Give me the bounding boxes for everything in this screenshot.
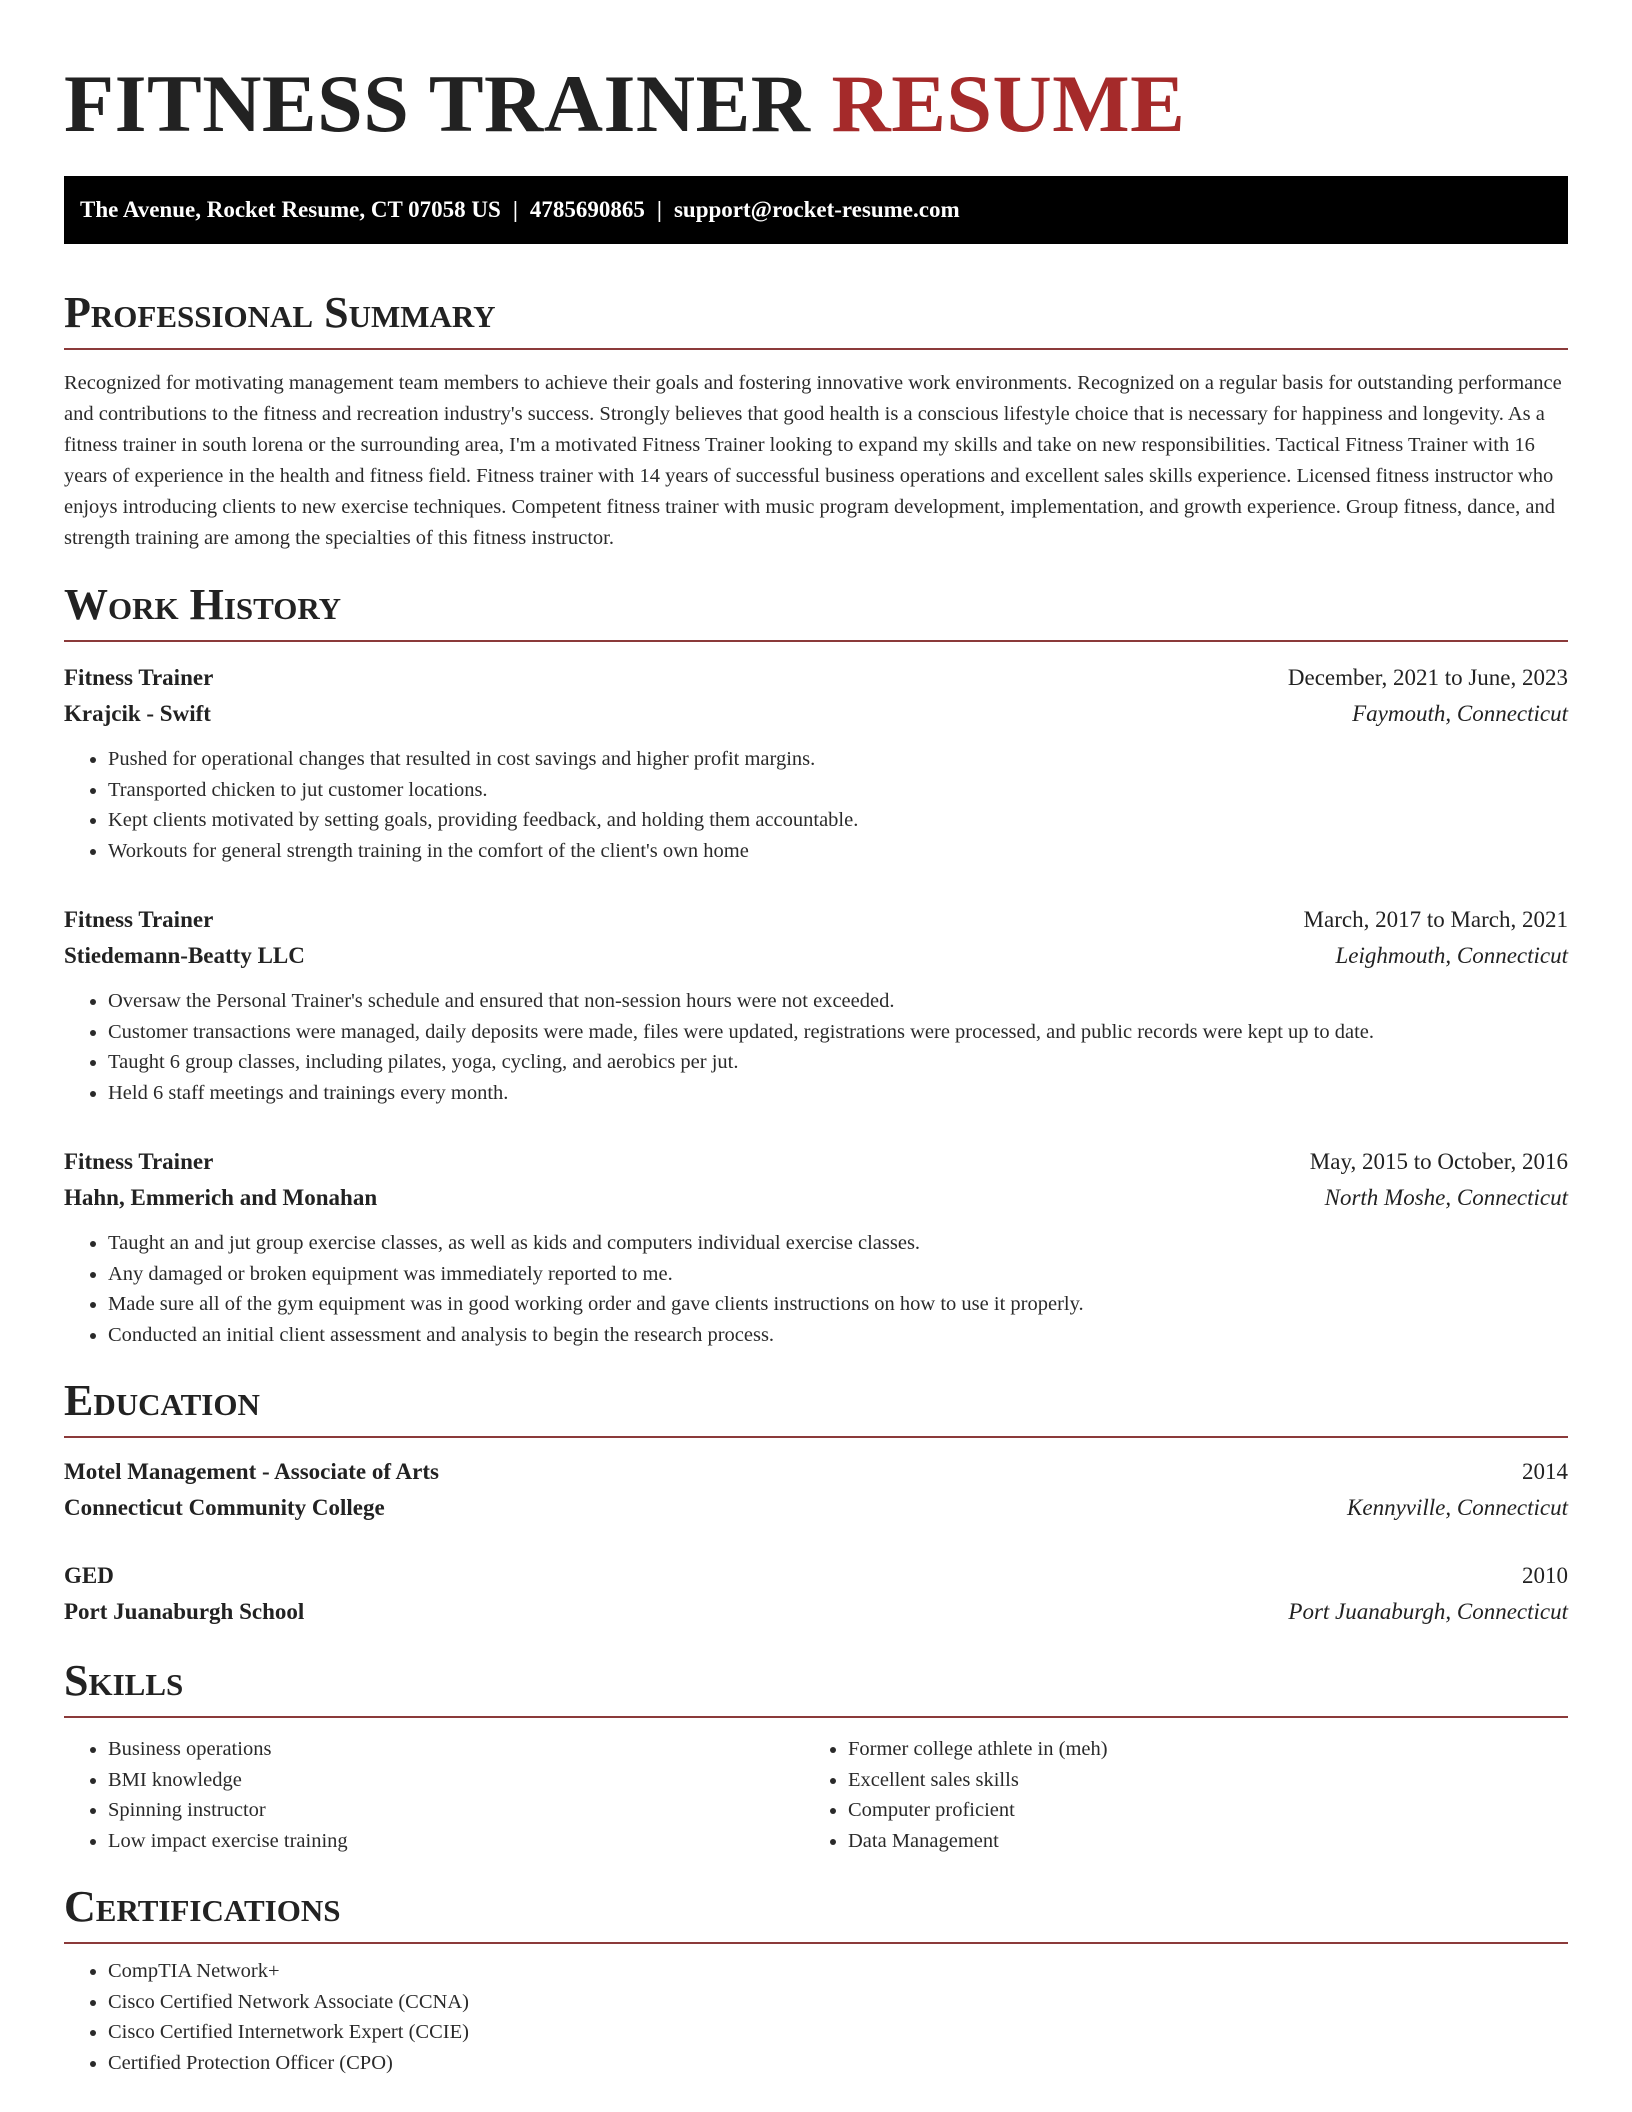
job-bullet: • Taught 6 group classes, including pilates, yoga, cycling, and aerobics per jut. bbox=[108, 1047, 1568, 1078]
contact-phone: 4785690865 bbox=[529, 197, 645, 222]
resume-page bbox=[64, 0, 1568, 2078]
certifications-section bbox=[64, 1882, 1568, 2078]
job-entry bbox=[64, 1144, 1568, 1350]
education-location: Kennyville, Connecticut bbox=[1347, 1495, 1568, 1520]
education-heading: Education bbox=[64, 1376, 1568, 1438]
job-entry bbox=[64, 660, 1568, 866]
resume-title-main: FITNESS TRAINER bbox=[64, 58, 811, 149]
skill-item: • Excellent sales skills bbox=[848, 1765, 1544, 1796]
summary-heading: Professional Summary bbox=[64, 288, 1568, 350]
certification-item: • Certified Protection Officer (CPO) bbox=[108, 2048, 1568, 2079]
contact-bar bbox=[64, 176, 1568, 244]
contact-separator: | bbox=[512, 197, 518, 222]
job-bullets bbox=[64, 744, 1568, 866]
certifications-heading: Certifications bbox=[64, 1882, 1568, 1944]
skills-section bbox=[64, 1656, 1568, 1856]
job-dates: May, 2015 to October, 2016 bbox=[1309, 1149, 1568, 1174]
job-location: North Moshe, Connecticut bbox=[1324, 1185, 1568, 1210]
job-company: Hahn, Emmerich and Monahan bbox=[64, 1185, 378, 1210]
skills-list-left bbox=[64, 1734, 804, 1856]
education-entry bbox=[64, 1558, 1568, 1630]
contact-separator: | bbox=[656, 197, 662, 222]
certification-item: • Cisco Certified Internetwork Expert (CCIE) bbox=[108, 2017, 1568, 2048]
certifications-list bbox=[64, 1956, 1568, 2078]
job-company: Krajcik - Swift bbox=[64, 701, 211, 726]
education-school: Connecticut Community College bbox=[64, 1495, 385, 1520]
job-bullets bbox=[64, 986, 1568, 1108]
resume-title-accent: RESUME bbox=[831, 58, 1186, 149]
job-bullet: • Oversaw the Personal Trainer's schedule and ensured that non-session hours were not exceeded. bbox=[108, 986, 1568, 1017]
job-title: Fitness Trainer bbox=[64, 907, 214, 932]
education-year: 2014 bbox=[1522, 1459, 1568, 1484]
education-degree: GED bbox=[64, 1563, 114, 1588]
job-bullet: • Held 6 staff meetings and trainings every month. bbox=[108, 1078, 1568, 1109]
contact-address: The Avenue, Rocket Resume, CT 07058 US bbox=[80, 197, 501, 222]
job-entry bbox=[64, 902, 1568, 1108]
education-section bbox=[64, 1376, 1568, 1630]
certification-item: • CompTIA Network+ bbox=[108, 1956, 1568, 1987]
contact-email: support@rocket-resume.com bbox=[673, 197, 960, 222]
work-history-heading: Work History bbox=[64, 580, 1568, 642]
job-bullet: • Made sure all of the gym equipment was in good working order and gave clients instructions on how to use it properly. bbox=[108, 1289, 1568, 1320]
job-bullet: • Transported chicken to jut customer locations. bbox=[108, 775, 1568, 806]
job-location: Leighmouth, Connecticut bbox=[1335, 943, 1568, 968]
skill-item: • Computer proficient bbox=[848, 1795, 1544, 1826]
job-title: Fitness Trainer bbox=[64, 1149, 214, 1174]
summary-section bbox=[64, 288, 1568, 554]
job-bullet: • Any damaged or broken equipment was immediately reported to me. bbox=[108, 1259, 1568, 1290]
skill-item: • Former college athlete in (meh) bbox=[848, 1734, 1544, 1765]
skill-item: • Business operations bbox=[108, 1734, 804, 1765]
resume-title bbox=[64, 54, 1568, 154]
job-company: Stiedemann-Beatty LLC bbox=[64, 943, 305, 968]
skills-heading: Skills bbox=[64, 1656, 1568, 1718]
job-bullet: • Conducted an initial client assessment and analysis to begin the research process. bbox=[108, 1320, 1568, 1351]
job-dates: March, 2017 to March, 2021 bbox=[1303, 907, 1568, 932]
job-bullets bbox=[64, 1228, 1568, 1350]
job-bullet: • Workouts for general strength training in the comfort of the client's own home bbox=[108, 836, 1568, 867]
job-bullet: • Pushed for operational changes that resulted in cost savings and higher profit margins. bbox=[108, 744, 1568, 775]
job-bullet: • Customer transactions were managed, daily deposits were made, files were updated, registrations were processed, and public records were kept up to date. bbox=[108, 1017, 1568, 1048]
education-school: Port Juanaburgh School bbox=[64, 1599, 305, 1624]
skills-grid bbox=[64, 1734, 1568, 1856]
job-bullet: • Kept clients motivated by setting goals, providing feedback, and holding them accountable. bbox=[108, 805, 1568, 836]
education-year: 2010 bbox=[1522, 1563, 1568, 1588]
job-location: Faymouth, Connecticut bbox=[1352, 701, 1568, 726]
skills-list-right bbox=[804, 1734, 1544, 1856]
education-location: Port Juanaburgh, Connecticut bbox=[1288, 1599, 1568, 1624]
certification-item: • Cisco Certified Network Associate (CCNA) bbox=[108, 1987, 1568, 2018]
work-history-section bbox=[64, 580, 1568, 1350]
job-bullet: • Taught an and jut group exercise classes, as well as kids and computers individual exercise classes. bbox=[108, 1228, 1568, 1259]
skill-item: • Data Management bbox=[848, 1826, 1544, 1857]
education-entry bbox=[64, 1454, 1568, 1526]
skill-item: • Spinning instructor bbox=[108, 1795, 804, 1826]
job-dates: December, 2021 to June, 2023 bbox=[1287, 665, 1568, 690]
job-title: Fitness Trainer bbox=[64, 665, 214, 690]
skill-item: • Low impact exercise training bbox=[108, 1826, 804, 1857]
skill-item: • BMI knowledge bbox=[108, 1765, 804, 1796]
summary-text: Recognized for motivating management team members to achieve their goals and fostering innovative work environments. Recognized on a regular basis for outstanding performance and contributions to the fitness and recreation industry's success. Strongly believes that good health is a conscious lifestyle choice that is necessary for happiness and longevity. As a fitness trainer in south lorena or the surrounding area, I'm a motivated Fitness Trainer looking to expand my skills and take on new responsibilities. Tactical Fitness Trainer with 16 years of experience in the health and fitness field. Fitness trainer with 14 years of successful business operations and excellent sales skills experience. Licensed fitness instructor who enjoys introducing clients to new exercise techniques. Competent fitness trainer with music program development, implementation, and growth experience. Group fitness, dance, and strength training are among the specialties of this fitness instructor. bbox=[64, 372, 1562, 549]
education-degree: Motel Management - Associate of Arts bbox=[64, 1459, 439, 1484]
